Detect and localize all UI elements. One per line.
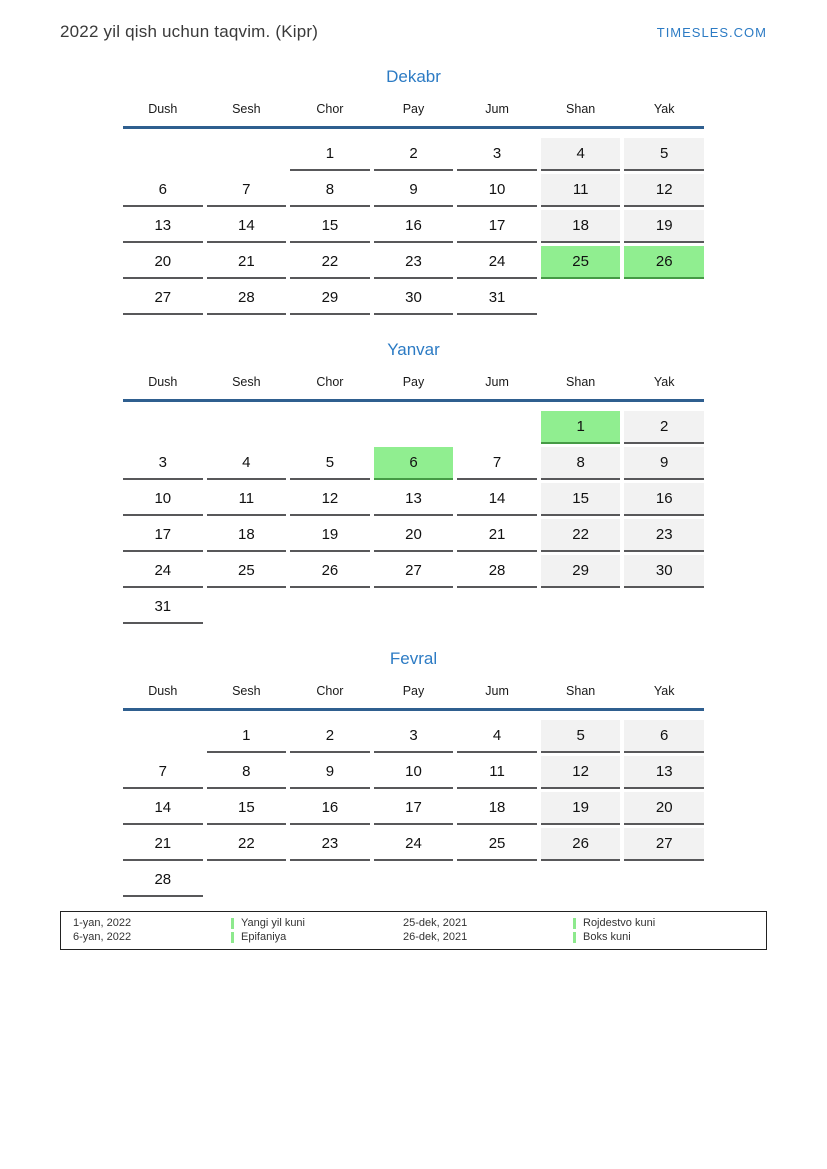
day-cell: 10 <box>123 483 203 516</box>
day-cell: 5 <box>541 720 621 753</box>
day-cell-empty <box>290 591 370 624</box>
month-title: Fevral <box>389 649 438 668</box>
day-cell: 21 <box>457 519 537 552</box>
day-header-yak: Yak <box>653 102 675 116</box>
day-cell-empty <box>541 864 621 897</box>
day-cell: 2 <box>624 411 704 444</box>
day-cell: 17 <box>374 792 454 825</box>
day-cell: 11 <box>541 174 621 207</box>
day-cell: 7 <box>207 174 287 207</box>
day-cell: 8 <box>541 447 621 480</box>
day-cell: 18 <box>457 792 537 825</box>
day-cell: 31 <box>123 591 203 624</box>
day-cell: 1 <box>541 411 621 444</box>
day-cell: 3 <box>123 447 203 480</box>
day-header-chor: Chor <box>316 375 344 389</box>
day-cell: 17 <box>123 519 203 552</box>
day-cell: 1 <box>290 138 370 171</box>
day-cell: 5 <box>624 138 704 171</box>
day-cell: 19 <box>624 210 704 243</box>
legend-label <box>573 916 754 930</box>
day-cell: 6 <box>624 720 704 753</box>
day-cell: 3 <box>457 138 537 171</box>
page-title: 2022 yil qish uchun taqvim. (Kipr) <box>60 22 319 41</box>
legend-label-text: Rojdestvo kuni <box>583 917 656 929</box>
day-cell: 25 <box>541 246 621 279</box>
day-cell: 13 <box>123 210 203 243</box>
day-cell: 26 <box>624 246 704 279</box>
day-cell: 23 <box>624 519 704 552</box>
day-cell: 25 <box>207 555 287 588</box>
day-cell: 12 <box>290 483 370 516</box>
day-cell-empty <box>374 411 454 444</box>
day-cell-empty <box>457 411 537 444</box>
day-cell: 29 <box>541 555 621 588</box>
holiday-legend <box>60 911 767 950</box>
days-grid <box>123 402 704 624</box>
day-cell: 27 <box>123 282 203 315</box>
day-cell: 15 <box>207 792 287 825</box>
brand-link[interactable]: TIMESLES.COM <box>656 25 767 40</box>
day-cell: 24 <box>123 555 203 588</box>
legend-label-text: Boks kuni <box>583 931 631 943</box>
calendar-months <box>123 67 704 897</box>
legend-date: 1-yan, 2022 <box>73 917 132 929</box>
day-cell: 17 <box>457 210 537 243</box>
day-cell: 26 <box>541 828 621 861</box>
day-header-dush: Dush <box>148 375 178 389</box>
month-fevral <box>123 649 704 897</box>
month-dekabr <box>123 67 704 315</box>
day-cell: 20 <box>123 246 203 279</box>
day-cell: 24 <box>457 246 537 279</box>
day-cell-empty <box>290 411 370 444</box>
day-cell: 28 <box>457 555 537 588</box>
day-cell: 21 <box>207 246 287 279</box>
day-cell: 11 <box>457 756 537 789</box>
day-cell: 22 <box>541 519 621 552</box>
day-cell: 14 <box>123 792 203 825</box>
day-cell-empty <box>374 591 454 624</box>
day-cell: 12 <box>541 756 621 789</box>
day-cell: 14 <box>207 210 287 243</box>
legend-label-text: Yangi yil kuni <box>241 917 305 929</box>
legend-date: 25-dek, 2021 <box>403 917 468 929</box>
holiday-marker-icon <box>231 918 234 929</box>
day-cell-empty <box>624 282 704 315</box>
day-header-yak: Yak <box>653 375 675 389</box>
day-cell: 9 <box>374 174 454 207</box>
month-title: Yanvar <box>387 340 440 359</box>
legend-label <box>573 930 754 944</box>
day-header-yak: Yak <box>653 684 675 698</box>
day-cell-empty <box>457 864 537 897</box>
day-header-pay: Pay <box>402 375 425 389</box>
day-cell: 18 <box>207 519 287 552</box>
day-cell-empty <box>207 138 287 171</box>
holiday-marker-icon <box>573 932 576 943</box>
day-cell: 14 <box>457 483 537 516</box>
day-header-shan: Shan <box>566 684 596 698</box>
legend-label-text: Epifaniya <box>241 931 287 943</box>
day-cell: 4 <box>457 720 537 753</box>
day-cell: 25 <box>457 828 537 861</box>
day-cell: 11 <box>207 483 287 516</box>
month-title: Dekabr <box>386 67 441 86</box>
day-cell-empty <box>624 591 704 624</box>
day-cell: 20 <box>624 792 704 825</box>
day-header-pay: Pay <box>402 684 425 698</box>
day-cell: 4 <box>541 138 621 171</box>
days-grid <box>123 711 704 897</box>
day-header-jum: Jum <box>485 375 509 389</box>
day-cell: 30 <box>374 282 454 315</box>
holiday-marker-icon <box>231 932 234 943</box>
day-cell: 1 <box>207 720 287 753</box>
day-cell-empty <box>374 864 454 897</box>
day-cell: 22 <box>290 246 370 279</box>
day-cell: 16 <box>624 483 704 516</box>
day-cell: 16 <box>374 210 454 243</box>
day-cell: 3 <box>374 720 454 753</box>
day-cell-empty <box>624 864 704 897</box>
day-cell: 18 <box>541 210 621 243</box>
day-cell: 31 <box>457 282 537 315</box>
weekday-header-row <box>123 102 704 129</box>
day-header-shan: Shan <box>566 102 596 116</box>
day-cell: 16 <box>290 792 370 825</box>
legend-date: 6-yan, 2022 <box>73 931 132 943</box>
day-cell-empty <box>290 864 370 897</box>
legend-date: 26-dek, 2021 <box>403 931 468 943</box>
day-cell: 10 <box>457 174 537 207</box>
weekday-header-row <box>123 684 704 711</box>
day-cell: 27 <box>624 828 704 861</box>
day-header-jum: Jum <box>485 684 509 698</box>
day-cell: 21 <box>123 828 203 861</box>
holiday-marker-icon <box>573 918 576 929</box>
day-cell-empty <box>541 282 621 315</box>
day-header-sesh: Sesh <box>232 102 261 116</box>
day-cell-empty <box>541 591 621 624</box>
day-cell: 8 <box>207 756 287 789</box>
day-cell: 28 <box>123 864 203 897</box>
page-header <box>0 0 827 42</box>
day-header-chor: Chor <box>316 102 344 116</box>
day-cell: 6 <box>123 174 203 207</box>
day-cell: 15 <box>541 483 621 516</box>
day-cell: 30 <box>624 555 704 588</box>
day-cell: 15 <box>290 210 370 243</box>
day-cell-empty <box>207 864 287 897</box>
day-cell-empty <box>457 591 537 624</box>
day-cell: 29 <box>290 282 370 315</box>
day-cell: 2 <box>374 138 454 171</box>
day-cell: 7 <box>457 447 537 480</box>
day-cell: 9 <box>624 447 704 480</box>
day-cell: 13 <box>374 483 454 516</box>
day-cell: 9 <box>290 756 370 789</box>
day-header-dush: Dush <box>148 684 178 698</box>
day-cell-empty <box>123 411 203 444</box>
day-cell: 6 <box>374 447 454 480</box>
weekday-header-row <box>123 375 704 402</box>
day-cell: 22 <box>207 828 287 861</box>
day-header-sesh: Sesh <box>232 375 261 389</box>
day-cell: 13 <box>624 756 704 789</box>
day-cell-empty <box>207 411 287 444</box>
day-header-shan: Shan <box>566 375 596 389</box>
day-header-jum: Jum <box>485 102 509 116</box>
day-cell-empty <box>123 720 203 753</box>
day-cell: 7 <box>123 756 203 789</box>
day-cell: 28 <box>207 282 287 315</box>
day-cell: 2 <box>290 720 370 753</box>
legend-label <box>231 916 403 930</box>
day-cell: 4 <box>207 447 287 480</box>
day-cell-empty <box>123 138 203 171</box>
day-header-pay: Pay <box>402 102 425 116</box>
day-cell: 8 <box>290 174 370 207</box>
day-cell: 19 <box>290 519 370 552</box>
day-cell: 10 <box>374 756 454 789</box>
day-cell: 23 <box>374 246 454 279</box>
day-cell: 26 <box>290 555 370 588</box>
day-cell: 12 <box>624 174 704 207</box>
day-cell: 27 <box>374 555 454 588</box>
day-cell: 20 <box>374 519 454 552</box>
day-cell: 5 <box>290 447 370 480</box>
days-grid <box>123 129 704 315</box>
legend-label <box>231 930 403 944</box>
month-yanvar <box>123 340 704 624</box>
day-header-dush: Dush <box>148 102 178 116</box>
day-cell: 23 <box>290 828 370 861</box>
day-cell: 19 <box>541 792 621 825</box>
day-cell-empty <box>207 591 287 624</box>
day-header-chor: Chor <box>316 684 344 698</box>
day-cell: 24 <box>374 828 454 861</box>
day-header-sesh: Sesh <box>232 684 261 698</box>
